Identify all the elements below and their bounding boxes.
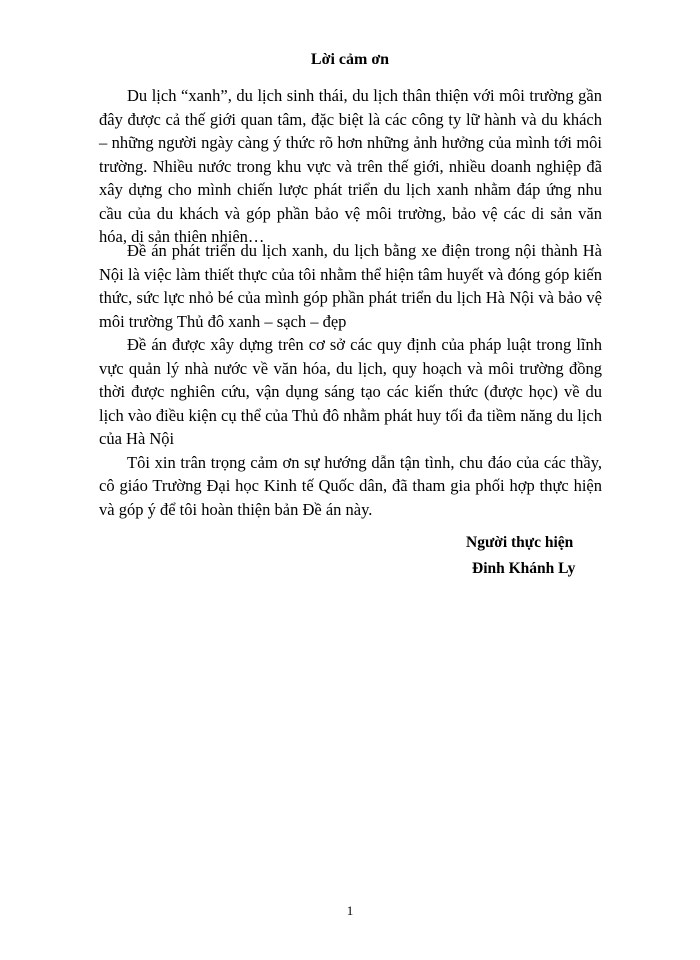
- paragraph-thanks: Tôi xin trân trọng cảm ơn sự hướng dẫn tận tình, chu đáo của các thầy, cô giáo Trường Đại học Kinh tế Quốc dân, đã tham gia phối hợp thực hiện và góp ý để tôi hoàn thiện bản Đề án này.: [99, 452, 602, 519]
- paragraph-text: Đề án được xây dựng trên cơ sở các quy định của pháp luật trong lĩnh vực quản lý nhà nước về văn hóa, du lịch, quy hoạch và môi trường đồng thời được nghiên cứu, vận dụng sáng tạo các kiến thức (được học) về du lịch vào điều kiện cụ thể của Thủ đô nhằm phát huy tối đa tiềm năng du lịch của Hà Nội: [99, 335, 602, 448]
- paragraph-intro: [99, 84, 602, 249]
- paragraph-text: Đề án phát triển du lịch xanh, du lịch bằng xe điện trong nội thành Hà Nội là việc làm thiết thực của tôi nhằm thể hiện tâm huyết và đóng góp kiến thức, sức lực nhỏ bé của mình góp phần phát triển du lịch Hà Nội và bảo vệ môi trường Thủ đô xanh – sạch – đẹp: [99, 241, 602, 331]
- page-title: Lời cảm ơn: [310, 51, 390, 68]
- paragraph-legal-basis: [99, 333, 602, 521]
- signature-block: [466, 530, 575, 582]
- page-number: 1: [346, 903, 354, 918]
- paragraph-text: Du lịch “xanh”, du lịch sinh thái, du lịch thân thiện với môi trường gần đây được cả thế giới quan tâm, đặc biệt là các công ty lữ hành và du khách – những người ngày càng ý thức rõ hơn những ảnh hưởng của mình tới môi trường. Nhiều nước trong khu vực và trên thế giới, nhiều doanh nghiệp đã xây dựng cho mình chiến lược phát triển du lịch xanh nhằm đáp ứng nhu cầu của du khách và góp phần bảo vệ môi trường, bảo vệ các di sản văn hóa, di sản thiên nhiên…: [99, 86, 602, 246]
- paragraph-project: [99, 239, 602, 333]
- signature-role: Người thực hiện: [466, 534, 574, 551]
- signature-name: Đinh Khánh Ly: [472, 560, 576, 577]
